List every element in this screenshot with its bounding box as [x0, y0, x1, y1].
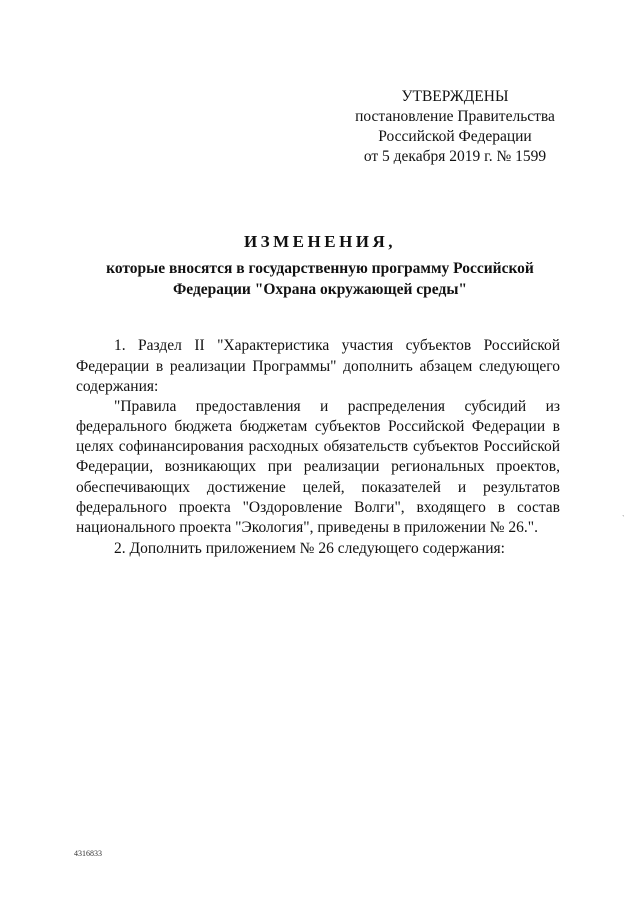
paragraph-2-line-6: федерального проекта "Оздоровление Волги", входящего в состав: [76, 499, 560, 516]
paragraph-1-line-1: 1. Раздел II "Характеристика участия субъектов Российской: [114, 337, 560, 354]
paragraph-2-line-1: "Правила предоставления и распределения субсидий из: [114, 398, 560, 415]
paragraph-1-line-3: содержания:: [76, 378, 159, 395]
paragraph-2-line-4: Федерации, возникающих при реализации региональных проектов,: [76, 458, 560, 475]
subtitle-line-2: Федерации "Охрана окружающей среды": [172, 281, 468, 298]
document-title: ИЗМЕНЕНИЯ,: [243, 232, 397, 251]
approval-line-2: Российской Федерации: [378, 128, 532, 145]
paragraph-2-line-5: обеспечивающих достижение целей, показателей и результатов: [76, 479, 560, 496]
paragraph-3: 2. Дополнить приложением № 26 следующего содержания:: [114, 540, 505, 557]
approved-heading: УТВЕРЖДЕНЫ: [401, 88, 509, 105]
approval-line-1: постановление Правительства: [355, 108, 555, 125]
scan-mark: `: [622, 514, 625, 523]
paragraph-2-line-3: целях софинансирования расходных обязательств субъектов Российской: [76, 438, 560, 455]
approval-line-3: от 5 декабря 2019 г. № 1599: [363, 148, 547, 165]
paragraph-2-line-2: федерального бюджета бюджетам субъектов Российской Федерации в: [76, 418, 560, 435]
paragraph-1-line-2: Федерации в реализации Программы" дополнить абзацем следующего: [76, 358, 560, 375]
subtitle-line-1: которые вносятся в государственную программу Российской: [106, 260, 534, 277]
paragraph-2-line-7: национального проекта "Экология", приведены в приложении № 26.".: [76, 519, 538, 536]
document-number: 4316833: [74, 849, 102, 858]
